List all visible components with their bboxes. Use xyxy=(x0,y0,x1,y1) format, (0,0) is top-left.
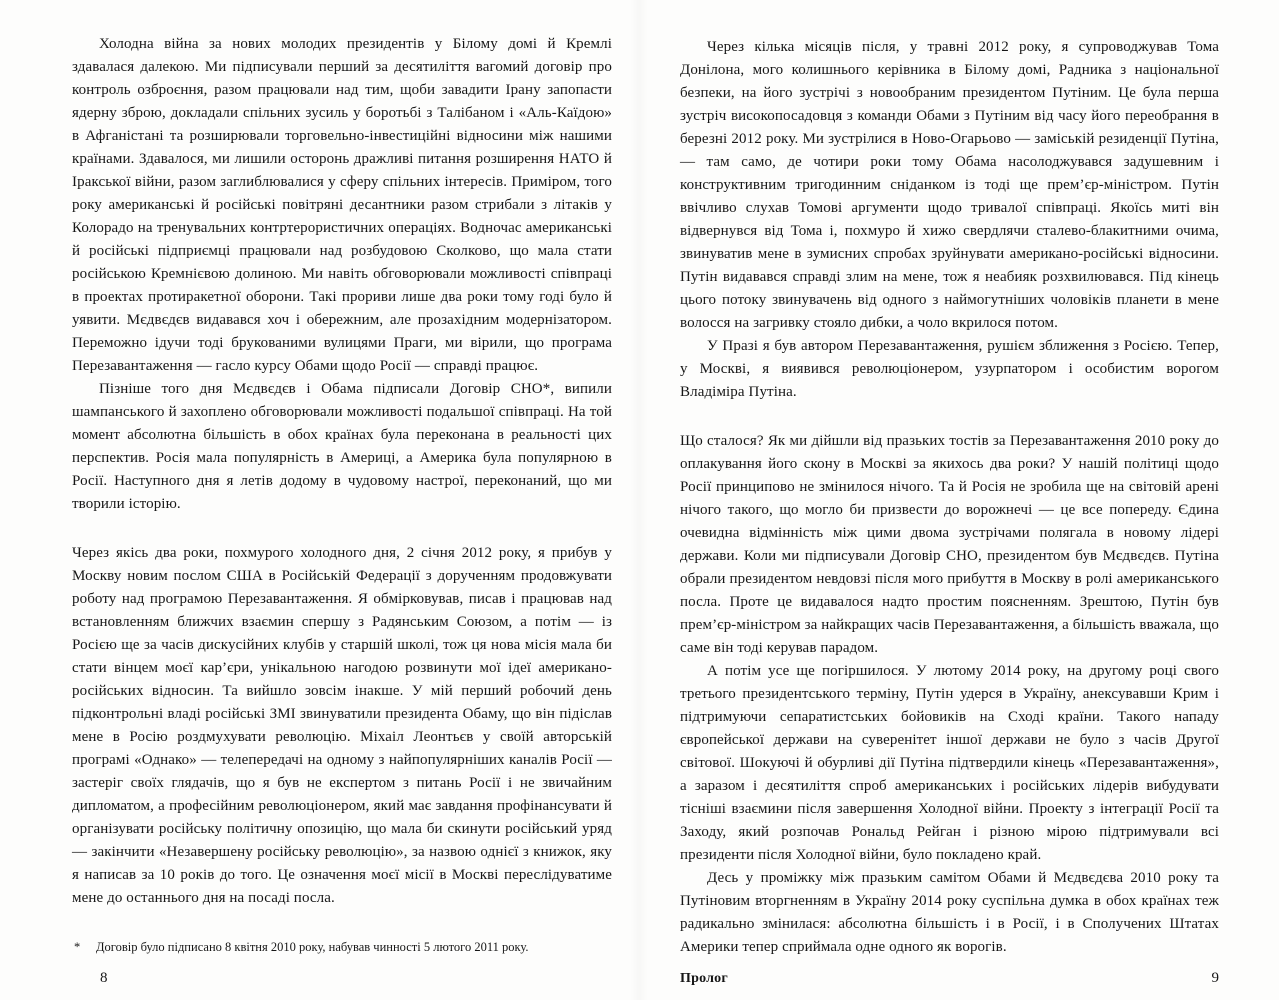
footnote-marker: * xyxy=(74,940,81,954)
paragraph: Холодна війна за нових молодих президентів у Білому домі й Кремлі здавалася далекою. Ми підписували перший за десятиліття вагомий договір про контроль озброєння, разом працювали над тим, щоби завадити Ірану запопасти ядерну зброю, докладали спільних зусиль у боротьбі з Талібаном і «Аль-Каїдою» в Афганістані та розширювали торговельно-інвестиційні відносини між нашими країнами. Здавалося, ми лишили осторонь дражливі питання розширення НАТО й Іракської війни, разом заглиблювалися у сферу спільних інтересів. Приміром, того року американські й російські повітряні десантники разом стрибали з літаків у Колорадо на тренувальних контртерористичних операціях. Водночас американські й російські підприємці працювали над розбудовою Сколково, що мала стати російською Кремнієвою долиною. Ми навіть обговорювали можливості співпраці в проектах протиракетної оборони. Такі прориви лише два роки тому годі було й уявити. Мєдвєдєв видавався хоч і обережним, але прозахідним модернізатором. Переможно ідучи тоді брукованими вулицями Праги, ми вірили, що програма Перезавантаження — гасло курсу Обами щодо Росії — справді працює. xyxy=(72,36,612,374)
paragraph: Що сталося? Як ми дійшли від празьких тостів за Перезавантаження 2010 року до оплакування його скону в Москві за якихось два роки? У нашій політиці щодо Росії принципово не змінилося нічого. Та й Росія не зробила ще на світовій арені нічого такого, що могло би призвести до ворожнечі — це все попереду. Єдина очевидна відмінність між цими двома зустрічами полягала в новому лідері держави. Коли ми підписували Договір СНО, президентом був Мєдвєдєв. Путіна обрали президентом невдовзі після мого прибуття в Москву в ролі американського посла. Проте це видавалося надто простим поясненням. Зрештою, Путін був прем’єр-міністром за найкращих часів Перезавантаження, а більшість вважала, що саме він тоді керував парадом. xyxy=(680,433,1219,656)
paragraph: У Празі я був автором Перезавантаження, рушієм зближення з Росією. Тепер, у Москві, я виявився революціонером, узурпатором і особистим ворогом Владіміра Путіна. xyxy=(680,338,1219,400)
page-footer xyxy=(100,970,108,987)
page-right-text-block xyxy=(680,36,1219,959)
page-footer xyxy=(680,970,1219,987)
page-number-right: 9 xyxy=(1211,970,1219,986)
paragraph: Десь у проміжку між празьким самітом Обами й Мєдвєдєва 2010 року та Путіновим вторгненням в Україну 2014 року суспільна думка в обох країнах теж радикально змінилася: абсолютна більшість і в Росії, і в Сполучених Штатах Америки тепер сприймала одне одного як ворогів. xyxy=(680,870,1219,955)
page-number-left: 8 xyxy=(100,970,108,986)
footnote xyxy=(72,939,590,956)
running-title: Пролог xyxy=(680,971,728,986)
paragraph: Через якісь два роки, похмурого холодного дня, 2 січня 2012 року, я прибув у Москву новим послом США в Російській Федерації з дорученням продовжувати роботу над програмою Перезавантаження. Я обмірковував, писав і працював над встановленням ближчих взаємин спершу з Радянським Союзом, а потім — із Росією ще за часів дискусійних клубів у старшій школі, тож ця нова місія мала би стати вінцем моєї кар’єри, унікальною нагодою розвинути мої ідеї американо-російських відносин. Та вийшло зовсім інакше. У мій перший робочий день підконтрольні владі російські ЗМІ звинуватили президента Обаму, що він підіслав мене в Росію роздмухувати революцію. Міхаіл Леонтьєв у своїй авторській програмі «Однако» — телепередачі на одному з найпопулярніших каналів Росії — застеріг своїх глядачів, що я був не експертом з питань Росії і не звичайним дипломатом, а професійним революціонером, який має завдання профінансувати й організувати російську політичну опозицію, що мала би скинути російський уряд — закінчити «Незавершену російську революцію», за назвою однієї з книжок, яку я написав за 10 років до того. Це означення моєї місії в Москві переслідуватиме мене до останнього дня на посаді посла. xyxy=(72,545,612,906)
paragraph: Через кілька місяців після, у травні 2012 року, я супроводжував Тома Донілона, мого колишнього керівника в Білому домі, Радника з національної безпеки, на його зустрічі з новообраним президентом Путіним. Це була перша зустріч високопосадовця з команди Обами з Путіним від часу його переобрання в березні 2012 року. Ми зустрілися в Ново-Огарьово — заміській резиденції Путіна, — там само, де чотири роки тому Обама насолоджувався задушевним і конструктивним тригодинним сніданком із тоді ще прем’єр-міністром. Путін ввічливо слухав Томові аргументи щодо тривалої співпраці. Якоїсь миті він відвернувся від Тома і, похмуро й хижо свердлячи сталево-блакитними очима, звинуватив мене в зумисних спробах зруйнувати американо-російські відносини. Путін видавався справді злим на мене, тож я неабияк розхвилювався. Під кінець цього потоку звинувачень від одного з наймогутніших чоловіків планети в мене волосся на загривку стояло дибки, а чоло вкрилося потом. xyxy=(680,39,1219,331)
page-right xyxy=(640,0,1279,1000)
page-left-text-block xyxy=(72,33,612,910)
paragraph: Пізніше того дня Мєдвєдєв і Обама підписали Договір СНО*, випили шампанського й захоплено обговорювали можливості подальшої співпраці. На той момент абсолютна більшість в обох країнах була переконана в реальності цих перспектив. Росія мала популярність в Америці, а Америка була популярною в Росії. Наступного дня я летів додому в чудовому настрої, переконаний, що ми творили історію. xyxy=(72,381,612,512)
paragraph: А потім усе ще погіршилося. У лютому 2014 року, на другому році свого третього президентського терміну, Путін удерся в Україну, анексувавши Крим і підтримуючи сепаратистських бойовиків на Сході країни. Такого нападу європейської держави на суверенітет іншої держави не було з часів Другої світової. Шокуючі й обурливі дії Путіна підтвердили кінець «Перезавантаження», а заразом і десятиліття спроб американських і російських лідерів вибудувати тісніші взаємини після завершення Холодної війни. Проекту з інтеграції Росії та Заходу, який розпочав Рональд Рейган і різною мірою підтримували всі президенти після Холодної війни, було покладено край. xyxy=(680,663,1219,863)
footnote-text: Договір було підписано 8 квітня 2010 року, набував чинності 5 лютого 2011 року. xyxy=(96,940,529,954)
